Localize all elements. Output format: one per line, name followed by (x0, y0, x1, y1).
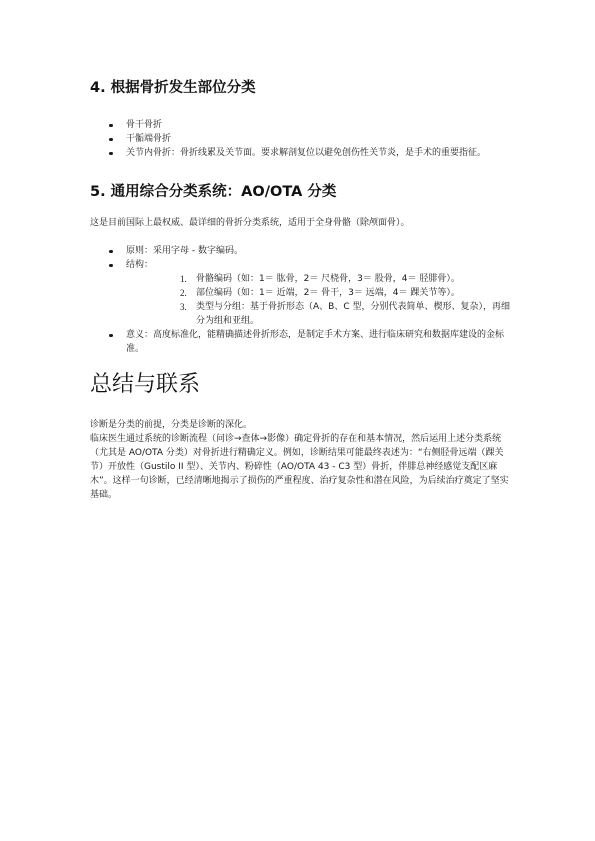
sublist-item (126, 272, 510, 286)
sublist-item (126, 286, 510, 300)
sublist-text: 部位编码（如：1＝ 近端，2＝ 骨干，3＝ 远端，4＝ 踝关节等）。 (196, 288, 460, 298)
sublist-number: 3. (180, 302, 187, 312)
sublist-text: 类型与分组：基于骨折形态（A、B、C 型，分别代表简单、楔形、复杂），再细分为组和亚组。 (196, 302, 510, 326)
sublist-number: 1. (180, 274, 187, 284)
summary-heading: 总结与联系 (90, 372, 201, 397)
list-item: 干骺端骨折 (90, 132, 510, 146)
ao-ota-list (90, 244, 510, 356)
summary-paragraph: 临床医生通过系统的诊断流程（问诊→查体→影像）确定骨折的存在和基本情况，然后运用上述分类系统（尤其是 AO/OTA 分类）对骨折进行精确定义。例如，诊断结果可能最终表述为：“右侧胫骨远端（踝关节）开放性（Gustilo II 型）、关节内、粉碎性（AO/OTA 43 - C3 型）骨折，伴腓总神经感觉支配区麻木”。这样一句诊断，已经清晰地揭示了损伤的严重程度、治疗复杂性和潜在风险，为后续治疗奠定了坚实基础。 (90, 434, 509, 500)
section-heading-location-classification: 4. 根据骨折发生部位分类 (90, 80, 256, 96)
list-item: 关节内骨折：骨折线累及关节面。要求解剖复位以避免创伤性关节炎，是手术的重要指征。 (90, 146, 510, 160)
list-item: 骨干骨折 (90, 118, 510, 132)
sublist-text: 骨骼编码（如：1＝ 肱骨，2＝ 尺桡骨，3＝ 股骨，4＝ 胫腓骨）。 (196, 274, 460, 284)
document-content (90, 78, 510, 502)
structure-sublist (126, 272, 510, 328)
list-item-structure (90, 258, 510, 328)
location-classification-list (90, 118, 510, 160)
section-heading-ao-ota: 5. 通用综合分类系统：AO/OTA 分类 (90, 184, 337, 200)
summary-paragraph: 诊断是分类的前提，分类是诊断的深化。 (90, 420, 253, 430)
sublist-number: 2. (180, 288, 187, 298)
structure-label: 结构： (126, 260, 154, 270)
sublist-item (126, 300, 510, 328)
list-item-principle: 原则：采用字母 - 数字编码。 (90, 244, 510, 258)
list-item-significance: 意义：高度标准化，能精确描述骨折形态，是制定手术方案、进行临床研究和数据库建设的金标准。 (90, 328, 510, 356)
ao-ota-intro: 这是目前国际上最权威、最详细的骨折分类系统，适用于全身骨骼（除颅面骨）。 (90, 218, 410, 228)
